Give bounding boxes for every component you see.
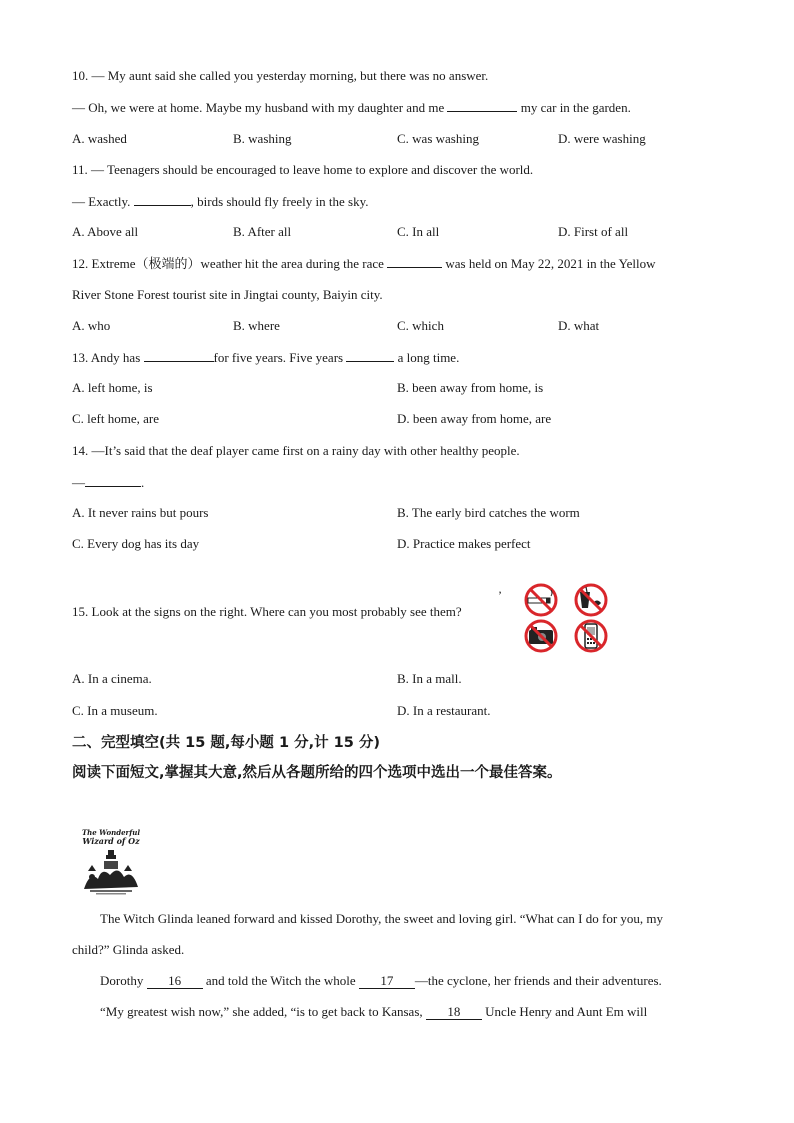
passage-text-uncle: Uncle Henry and Aunt Em will	[485, 1004, 648, 1019]
q13-stem-part1: 13. Andy has	[72, 350, 141, 365]
passage-line-4	[100, 1004, 647, 1020]
q12-option-a: A. who	[72, 318, 111, 333]
section-title: 二、完型填空(共 15 题,每小题 1 分,计 15 分)	[72, 735, 381, 751]
passage-line-3	[100, 973, 662, 989]
q11-stem-line1: 11. — Teenagers should be encouraged to leave home to explore and discover the world.	[72, 162, 534, 177]
q14-option-a: A. It never rains but pours	[72, 505, 209, 520]
q10-option-c: C. was washing	[397, 131, 479, 146]
q15-option-c: C. In a museum.	[72, 703, 158, 718]
q12-option-c: C. which	[397, 318, 444, 333]
q11-option-a: A. Above all	[72, 224, 139, 239]
q15-option-d: D. In a restaurant.	[397, 703, 491, 718]
no-camera-icon	[526, 621, 556, 651]
book-cover-image	[80, 829, 142, 895]
q11-stem-part2: , birds should fly freely in the sky.	[190, 194, 369, 209]
passage-text-cyclone: —the cyclone, her friends and their adventures.	[414, 973, 662, 988]
passage-text-told: and told the Witch the whole	[205, 973, 356, 988]
q10-option-a: A. washed	[72, 131, 127, 146]
book-illustration-icon	[80, 849, 142, 895]
book-cover-title-1: The Wonderful	[81, 828, 141, 837]
blank-16: 16	[147, 974, 203, 989]
q11-stem-line2	[72, 193, 369, 210]
q13-answer-blank-1	[144, 349, 214, 362]
passage-text-dorothy: Dorothy	[100, 973, 144, 988]
q14-option-c: C. Every dog has its day	[72, 536, 200, 551]
q13-answer-blank-2	[346, 349, 394, 362]
q10-option-d: D. were washing	[558, 131, 646, 146]
q14-answer-blank	[85, 474, 141, 487]
q13-stem-part3: a long time.	[397, 350, 460, 365]
no-phone-icon	[576, 621, 606, 651]
blank-18: 18	[426, 1005, 482, 1020]
q13-option-c: C. left home, are	[72, 411, 159, 426]
section-instruction: 阅读下面短文,掌握其大意,然后从各题所给的四个选项中选出一个最佳答案。	[72, 765, 562, 781]
q13-option-a: A. left home, is	[72, 380, 153, 395]
q15-option-b: B. In a mall.	[397, 671, 462, 686]
q13-stem-part2: for five years. Five years	[213, 350, 344, 365]
book-cover-title-2: Wizard of Oz	[82, 836, 140, 846]
prohibition-signs	[516, 583, 616, 655]
q10-stem-line2	[72, 99, 631, 116]
q12-stem-part1: 12. Extreme（极端的）weather hit the area during the race	[72, 256, 384, 271]
q10-stem-part1: — Oh, we were at home. Maybe my husband with my daughter and me	[72, 100, 445, 115]
q12-stem-part2: was held on May 22, 2021 in the Yellow	[445, 256, 656, 271]
apostrophe-mark: ’	[498, 588, 502, 602]
no-food-drink-icon	[576, 585, 606, 615]
q10-stem-line1: 10. — My aunt said she called you yesterday morning, but there was no answer.	[72, 68, 489, 83]
passage-text-wish: “My greatest wish now,” she added, “is to get back to Kansas,	[100, 1004, 423, 1019]
q12-stem-line2: River Stone Forest tourist site in Jingtai county, Baiyin city.	[72, 287, 383, 302]
q13-option-b: B. been away from home, is	[397, 380, 544, 395]
q11-answer-blank	[134, 193, 191, 206]
q12-option-b: B. where	[233, 318, 280, 333]
q13-option-d: D. been away from home, are	[397, 411, 552, 426]
q14-option-b: B. The early bird catches the worm	[397, 505, 580, 520]
passage-line-2: child?” Glinda asked.	[72, 942, 185, 957]
q14-stem-line1: 14. —It’s said that the deaf player came first on a rainy day with other healthy people.	[72, 443, 520, 458]
q14-stem-part2: .	[141, 475, 145, 490]
q11-stem-part1: — Exactly.	[72, 194, 131, 209]
q12-option-d: D. what	[558, 318, 600, 333]
q11-option-c: C. In all	[397, 224, 440, 239]
q14-stem-line2	[72, 474, 144, 491]
passage-line-1: The Witch Glinda leaned forward and kissed Dorothy, the sweet and loving girl. “What can I do for you, my	[100, 911, 664, 926]
q15-option-a: A. In a cinema.	[72, 671, 152, 686]
blank-17: 17	[359, 974, 415, 989]
q10-option-b: B. washing	[233, 131, 292, 146]
q12-answer-blank	[387, 255, 442, 268]
q11-option-b: B. After all	[233, 224, 292, 239]
q11-option-d: D. First of all	[558, 224, 629, 239]
q10-answer-blank	[447, 99, 517, 112]
q12-stem-line1	[72, 255, 656, 272]
q13-stem	[72, 349, 459, 366]
q14-option-d: D. Practice makes perfect	[397, 536, 531, 551]
no-smoking-icon	[526, 585, 556, 615]
q15-stem: 15. Look at the signs on the right. Where can you most probably see them?	[72, 604, 462, 619]
q10-stem-part2: my car in the garden.	[520, 100, 631, 115]
q14-stem-part1: —	[72, 475, 85, 490]
